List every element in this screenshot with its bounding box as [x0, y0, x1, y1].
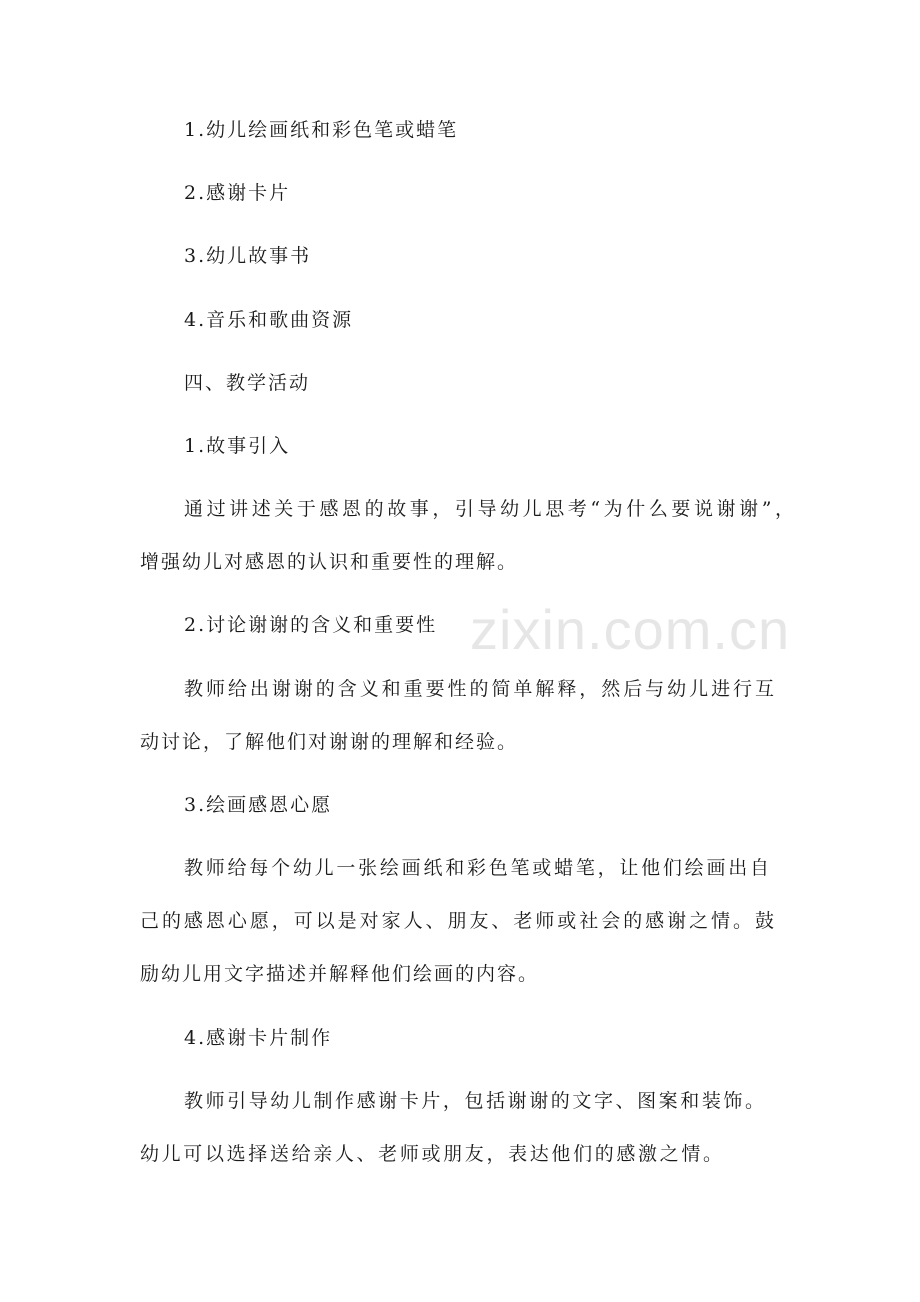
materials-item-3: 3.幼儿故事书 — [184, 245, 312, 267]
paragraph-line: 增强幼儿对感恩的认识和重要性的理解。 — [140, 551, 519, 573]
activity-heading-2: 2.讨论谢谢的含义和重要性 — [184, 614, 438, 636]
paragraph-line: 幼儿可以选择送给亲人、老师或朋友，表达他们的感激之情。 — [140, 1143, 722, 1165]
paragraph-line: 教师给每个幼儿一张绘画纸和彩色笔或蜡笔，让他们绘画出自 — [184, 857, 769, 879]
paragraph-line: 通过讲述关于感恩的故事，引导幼儿思考“为什么要说谢谢”， — [184, 498, 794, 520]
paragraph-line: 己的感恩心愿，可以是对家人、朋友、老师或社会的感谢之情。鼓 — [140, 910, 774, 932]
paragraph-line: 教师引导幼儿制作感谢卡片，包括谢谢的文字、图案和装饰。 — [184, 1090, 764, 1112]
materials-item-4: 4.音乐和歌曲资源 — [184, 309, 354, 331]
paragraph-line: 动讨论，了解他们对谢谢的理解和经验。 — [140, 731, 519, 753]
section-heading-activities: 四、教学活动 — [184, 372, 311, 394]
activity-heading-3: 3.绘画感恩心愿 — [184, 794, 333, 816]
materials-item-1: 1.幼儿绘画纸和彩色笔或蜡笔 — [184, 119, 459, 141]
materials-item-2: 2.感谢卡片 — [184, 182, 291, 204]
activity-heading-4: 4.感谢卡片制作 — [184, 1027, 333, 1049]
paragraph-line: 教师给出谢谢的含义和重要性的简单解释，然后与幼儿进行互 — [184, 678, 774, 700]
watermark: zixin.com.cn — [470, 598, 791, 661]
paragraph-line: 励幼儿用文字描述并解释他们绘画的内容。 — [140, 963, 540, 985]
activity-heading-1: 1.故事引入 — [184, 435, 291, 457]
